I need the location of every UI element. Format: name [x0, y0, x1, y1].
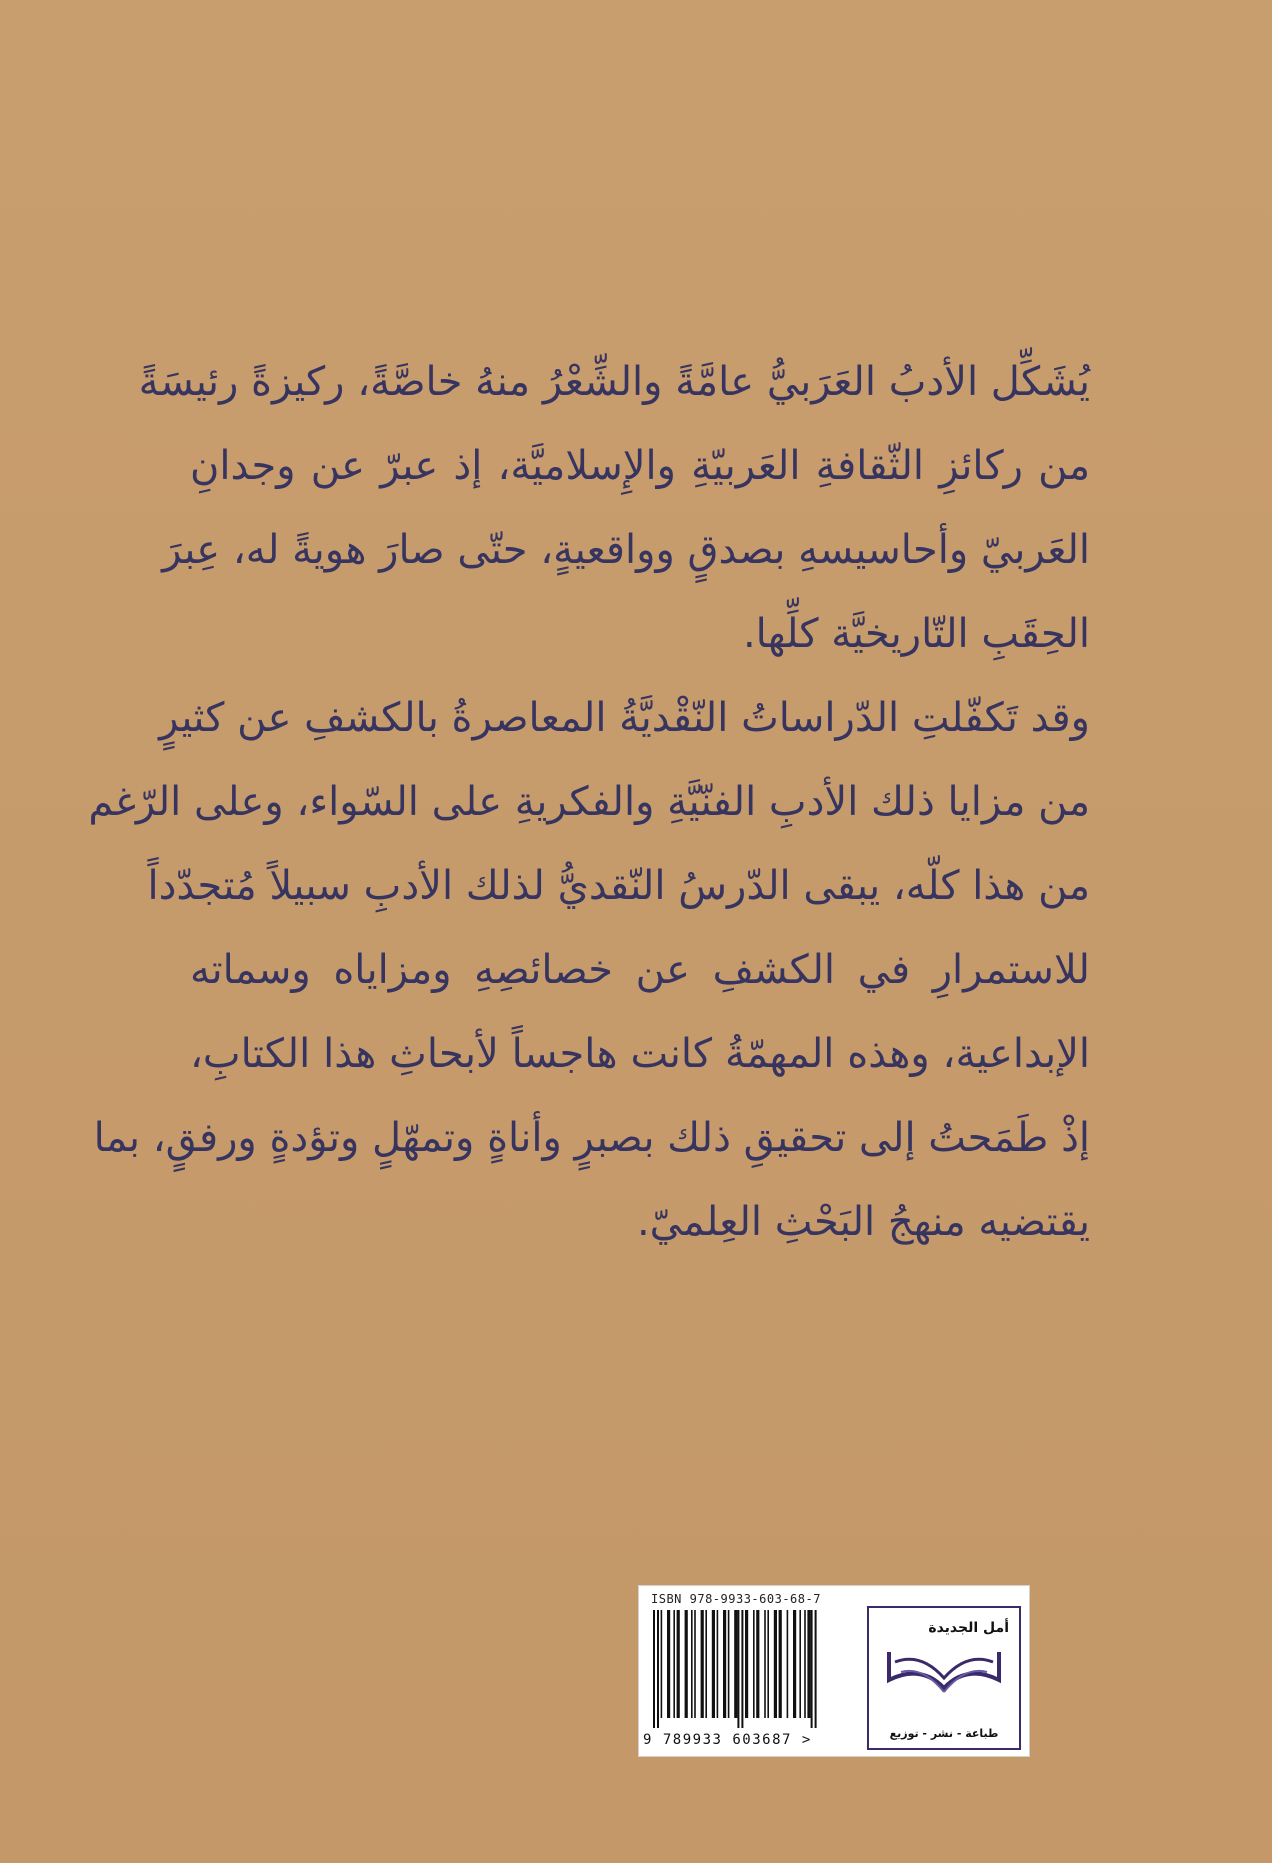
barcode-bar [815, 1610, 817, 1728]
blurb-line: إذْ طَمَحتُ إلى تحقيقِ ذلك بصبرٍ وأناةٍ وتمهّلٍ وتؤدةٍ ورفقٍ، بما [93, 1115, 1090, 1161]
blurb-line: العَربيّ وأحاسيسهِ بصدقٍ وواقعيةٍ، حتّى صارَ هويةً له، عِبرَ [162, 527, 1090, 573]
barcode-bar [691, 1610, 693, 1718]
barcode-bar [694, 1610, 696, 1718]
barcode-bar [745, 1610, 748, 1718]
publisher-tagline: طباعة - نشر - توزيع [889, 1727, 999, 1740]
barcode-bar [811, 1610, 813, 1728]
barcode-bar [705, 1610, 707, 1718]
barcode-bar [685, 1610, 688, 1718]
barcode-bar [787, 1610, 789, 1718]
blurb-line: من ركائزِ الثّقافةِ العَربيّةِ والإِسلاميَّة، إذ عبرّ عن وجدانِ [190, 443, 1090, 489]
barcode-bar [767, 1610, 769, 1718]
publisher-name: أمل الجديدة [928, 1620, 1009, 1636]
barcode-bar [661, 1610, 663, 1718]
barcode-bar [673, 1610, 675, 1718]
barcode-bar [804, 1610, 806, 1718]
barcode-bar [807, 1610, 810, 1718]
blurb-line: يقتضيه منهجُ البَحْثِ العِلميّ. [636, 1199, 1090, 1245]
open-book-icon [881, 1622, 1007, 1706]
barcode-bar [723, 1610, 726, 1718]
isbn-label: ISBN 978-9933-603-68-7 [651, 1592, 821, 1606]
barcode-bar [737, 1610, 739, 1728]
barcode-bar [756, 1610, 759, 1718]
barcode-bar [741, 1610, 743, 1728]
ean-digits: 9 789933 603687 > [643, 1732, 812, 1748]
blurb-line: من هذا كلّه، يبقى الدّرسُ النّقديُّ لذلك الأدبِ سبيلاً مُتجدّداً [147, 863, 1090, 909]
barcode-bar [779, 1610, 782, 1718]
publisher-logo [867, 1606, 1021, 1750]
blurb-line: من مزايا ذلك الأدبِ الفنّيَّةِ والفكريةِ على السّواء، وعلى الرّغم [88, 779, 1090, 825]
barcode-bar [712, 1610, 715, 1718]
barcode-bar [753, 1610, 755, 1718]
blurb-line: الحِقَبِ التّاريخيَّة كلِّها. [742, 611, 1090, 657]
blurb-line: وقد تَكفّلتِ الدّراساتُ النّقْديَّةُ المعاصرةُ بالكشفِ عن كثيرٍ [159, 695, 1090, 741]
blurb-line: يُشَكِّل الأدبُ العَرَبيُّ عامَّةً والشِّعْرُ منهُ خاصَّةً، ركيزةً رئيسَةً [138, 359, 1090, 405]
barcode-bar [653, 1610, 655, 1728]
back-cover-blurb [88, 340, 1090, 1264]
barcode-bar [764, 1610, 766, 1718]
blurb-line: الإبداعية، وهذه المهمّةُ كانت هاجساً لأبحاثِ هذا الكتابِ، [190, 1031, 1090, 1077]
barcode-bar [799, 1610, 801, 1718]
barcode-icon [651, 1610, 851, 1728]
barcode-bar [728, 1610, 730, 1718]
barcode-bar [793, 1610, 796, 1718]
barcode-bar [667, 1610, 670, 1718]
barcode-bar [657, 1610, 659, 1728]
barcode-bar [734, 1610, 737, 1718]
isbn-barcode-panel [638, 1585, 1030, 1757]
barcode-bar [701, 1610, 704, 1718]
barcode-bar [717, 1610, 719, 1718]
barcode-bar [677, 1610, 680, 1718]
barcode-bar [774, 1610, 777, 1718]
blurb-line: للاستمرارِ في الكشفِ عن خصائصِهِ ومزاياه وسماته [190, 947, 1090, 993]
